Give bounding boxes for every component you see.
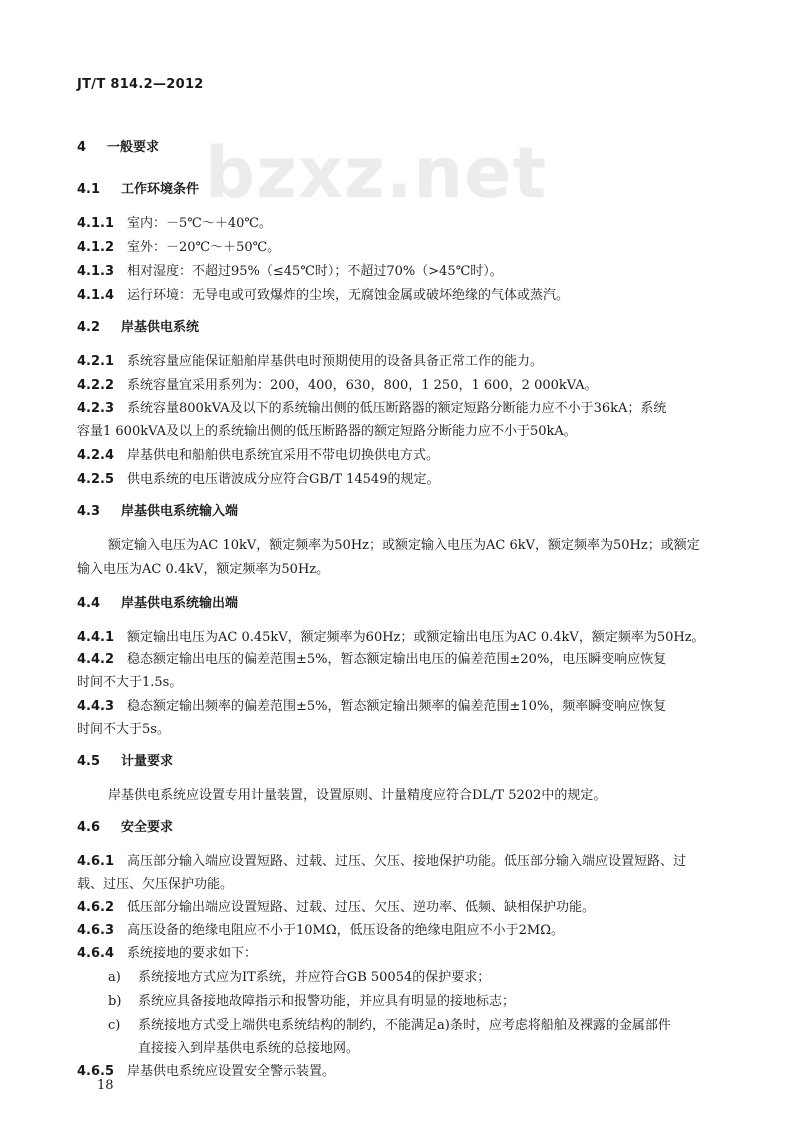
continuation-line: 时间不大于5s。 xyxy=(77,722,170,737)
clause-text: 稳态额定输出电压的偏差范围±5%，暂态额定输出电压的偏差范围±20%，电压瞬变响应恢复 xyxy=(127,652,667,667)
clause-item xyxy=(77,628,747,648)
clause-number: 4.3 xyxy=(77,504,101,519)
continuation-line: 输入电压为AC 0.4kV，额定频率为50Hz。 xyxy=(77,562,330,577)
heading-text: 岸基供电系统输入端 xyxy=(121,504,239,519)
clause-number: 4.1.2 xyxy=(77,240,115,255)
clause-item xyxy=(77,650,747,670)
section-heading xyxy=(77,502,747,522)
paragraph-line: 额定输入电压为AC 10kV，额定频率为50Hz；或额定输入电压为AC 6kV，额定频率为50Hz；或额定 xyxy=(108,538,700,553)
clause-text: 岸基供电和船舶供电系统宜采用不带电切换供电方式。 xyxy=(127,448,440,463)
clause-number: 4.2.4 xyxy=(77,448,115,463)
clause-number: 4.1 xyxy=(77,182,101,197)
clause-item xyxy=(77,898,747,918)
clause-item xyxy=(77,399,747,419)
clause-number: 4.4.1 xyxy=(77,630,115,645)
heading-text: 安全要求 xyxy=(121,820,174,835)
clause-number: 4.6.3 xyxy=(77,923,115,938)
list-marker: c) xyxy=(108,1018,121,1033)
clause-text: 室外：－20℃～＋50℃。 xyxy=(127,240,281,255)
clause-text: 低压部分输出端应设置短路、过载、过压、欠压、逆功率、低频、缺相保护功能。 xyxy=(127,900,596,915)
clause-text: 高压设备的绝缘电阻应不小于10MΩ，低压设备的绝缘电阻应不小于2MΩ。 xyxy=(127,923,564,938)
section-heading xyxy=(77,818,747,838)
list-item xyxy=(108,1016,778,1036)
clause-text: 室内：－5℃～＋40℃。 xyxy=(127,216,272,231)
continuation-line: 载、过压、欠压保护功能。 xyxy=(77,877,234,892)
page-number: 18 xyxy=(97,1078,114,1093)
heading-text: 计量要求 xyxy=(121,754,174,769)
heading-text: 岸基供电系统 xyxy=(121,320,200,335)
clause-number: 4.6.1 xyxy=(77,854,115,869)
heading-text: 工作环境条件 xyxy=(121,182,200,197)
clause-item xyxy=(77,352,747,372)
clause-text: 岸基供电系统应设置安全警示装置。 xyxy=(127,1064,336,1079)
clause-item xyxy=(77,214,747,234)
section-heading xyxy=(77,594,747,614)
clause-text: 额定输出电压为AC 0.45kV，额定频率为60Hz；或额定输出电压为AC 0.4kV，额定频率为50Hz。 xyxy=(127,630,705,645)
list-item-text: 系统应具备接地故障指示和报警功能，并应具有明显的接地标志； xyxy=(138,994,516,1009)
watermark: bzxz.net xyxy=(205,132,548,214)
clause-number: 4.4 xyxy=(77,596,101,611)
clause-number: 4.6.5 xyxy=(77,1064,115,1079)
clause-number: 4.4.2 xyxy=(77,652,115,667)
heading-text: 一般要求 xyxy=(107,140,160,155)
clause-text: 稳态额定输出频率的偏差范围±5%，暂态额定输出频率的偏差范围±10%，频率瞬变响应恢复 xyxy=(127,699,667,714)
section-heading xyxy=(77,752,747,772)
clause-item xyxy=(77,944,747,964)
clause-text: 相对湿度：不超过95%（≤45℃时）；不超过70%（>45℃时）。 xyxy=(127,264,503,279)
clause-number: 4.2.5 xyxy=(77,472,115,487)
list-item xyxy=(108,992,778,1012)
clause-item xyxy=(77,238,747,258)
clause-number: 4.2.3 xyxy=(77,401,115,416)
clause-number: 4.6.4 xyxy=(77,946,115,961)
clause-number: 4.1.3 xyxy=(77,264,115,279)
clause-number: 4.4.3 xyxy=(77,699,115,714)
section-heading xyxy=(77,318,747,338)
clause-item xyxy=(77,697,747,717)
list-marker: a) xyxy=(108,970,121,985)
continuation-line: 容量1 600kVA及以上的系统输出侧的低压断路器的额定短路分断能力应不小于50kA。 xyxy=(77,424,577,439)
section-heading xyxy=(77,180,747,200)
continuation-line: 直接接入到岸基供电系统的总接地网。 xyxy=(138,1041,360,1056)
clause-number: 4.5 xyxy=(77,754,101,769)
clause-item xyxy=(77,921,747,941)
clause-number: 4.1.1 xyxy=(77,216,115,231)
clause-number: 4.2.1 xyxy=(77,354,115,369)
standard-code-header: JT/T 814.2—2012 xyxy=(77,77,204,92)
clause-text: 系统容量800kVA及以下的系统输出侧的低压断路器的额定短路分断能力应不小于36kA；系统 xyxy=(127,401,667,416)
clause-number: 4.6.2 xyxy=(77,900,115,915)
list-item-text: 系统接地方式应为IT系统，并应符合GB 50054的保护要求； xyxy=(138,970,491,985)
heading-text: 岸基供电系统输出端 xyxy=(121,596,239,611)
section-heading xyxy=(77,138,747,158)
list-item-text: 系统接地方式受上端供电系统结构的制约，不能满足a)条时，应考虑将船舶及裸露的金属部件 xyxy=(138,1018,671,1033)
continuation-line: 时间不大于1.5s。 xyxy=(77,675,183,690)
clause-number: 4.6 xyxy=(77,820,101,835)
clause-number: 4.1.4 xyxy=(77,288,115,303)
clause-number: 4 xyxy=(77,140,87,155)
clause-item xyxy=(77,262,747,282)
clause-item xyxy=(77,446,747,466)
clause-text: 系统容量应能保证船舶岸基供电时预期使用的设备具备正常工作的能力。 xyxy=(127,354,544,369)
clause-item xyxy=(77,286,747,306)
clause-text: 系统容量宜采用系列为：200，400，630，800，1 250，1 600，2 000kVA。 xyxy=(127,378,598,393)
clause-text: 运行环境：无导电或可致爆炸的尘埃，无腐蚀金属或破坏绝缘的气体或蒸汽。 xyxy=(127,288,570,303)
clause-text: 供电系统的电压谐波成分应符合GB/T 14549的规定。 xyxy=(127,472,440,487)
clause-item xyxy=(77,1062,747,1082)
clause-number: 4.2.2 xyxy=(77,378,115,393)
clause-text: 系统接地的要求如下： xyxy=(127,946,258,961)
clause-item xyxy=(77,852,747,872)
clause-number: 4.2 xyxy=(77,320,101,335)
clause-text: 高压部分输入端应设置短路、过载、过压、欠压、接地保护功能。低压部分输入端应设置短路、过 xyxy=(127,854,687,869)
clause-item xyxy=(77,376,747,396)
list-marker: b) xyxy=(108,994,122,1009)
list-item xyxy=(108,968,778,988)
paragraph-line: 岸基供电系统应设置专用计量装置，设置原则、计量精度应符合DL/T 5202中的规定。 xyxy=(108,788,607,803)
clause-item xyxy=(77,470,747,490)
